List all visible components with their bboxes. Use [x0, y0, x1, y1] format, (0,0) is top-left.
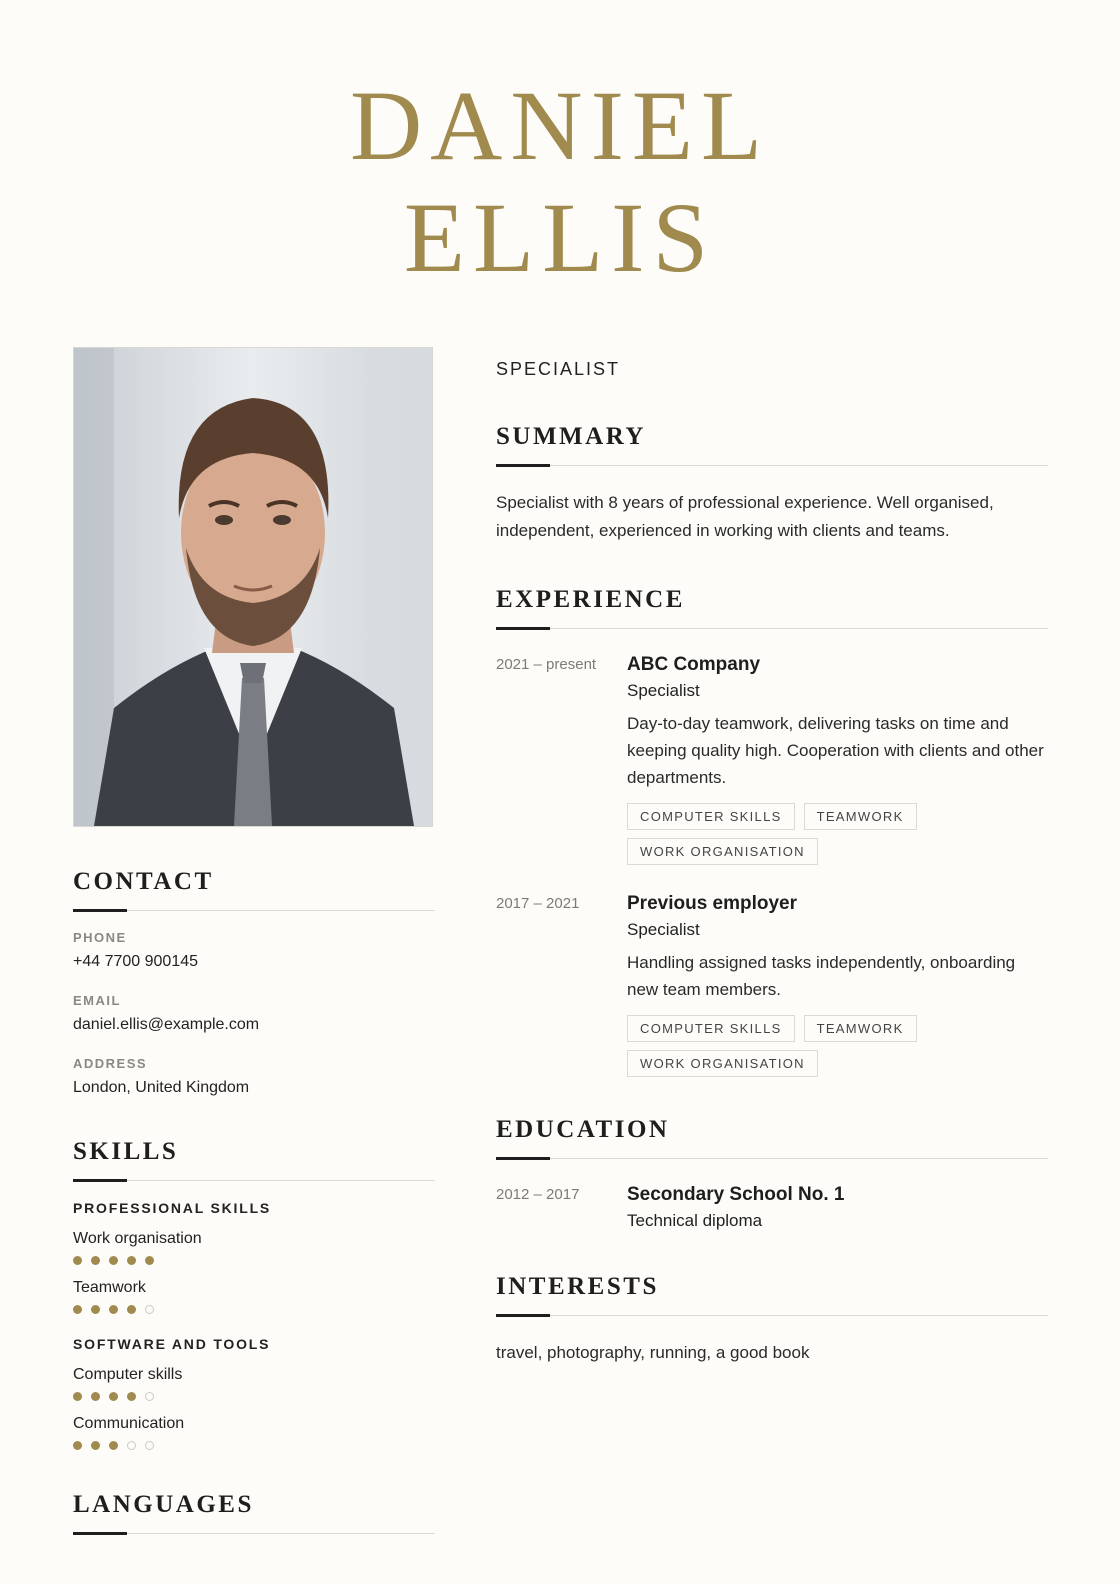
interests-section	[496, 1272, 1048, 1367]
skill-tag: COMPUTER SKILLS	[627, 1015, 795, 1042]
summary-divider	[496, 464, 1048, 467]
profile-photo	[73, 347, 433, 827]
entry-dates: 2012 – 2017	[496, 1186, 580, 1203]
education-title: EDUCATION	[496, 1116, 670, 1143]
education-entry	[496, 1182, 1048, 1234]
skill-tags	[627, 1015, 927, 1077]
rating-dot-filled	[91, 1392, 100, 1401]
rating-dot-filled	[109, 1256, 118, 1265]
phone-label: PHONE	[73, 930, 127, 945]
job-role: SPECIALIST	[496, 359, 621, 379]
experience-divider	[496, 627, 1048, 630]
job-description: Day-to-day teamwork, delivering tasks on time and keeping quality high. Cooperation with clients and other departments.	[627, 714, 1044, 787]
interests-text: travel, photography, running, a good book	[496, 1343, 810, 1362]
rating-dot-filled	[127, 1256, 136, 1265]
rating-dot-empty	[127, 1441, 136, 1450]
resume-name	[0, 70, 1120, 294]
rating-dot-empty	[145, 1392, 154, 1401]
summary-title: SUMMARY	[496, 423, 646, 450]
right-column	[496, 347, 1048, 1367]
last-name: ELLIS	[403, 182, 717, 293]
summary-text: Specialist with 8 years of professional experience. Well organised, independent, experienced in working with clients and teams.	[496, 493, 994, 540]
rating-dot-filled	[145, 1256, 154, 1265]
job-position: Specialist	[627, 681, 700, 700]
skill-rating	[73, 1441, 435, 1450]
rating-dot-filled	[91, 1256, 100, 1265]
company-name: Previous employer	[627, 893, 798, 914]
experience-entry	[496, 652, 1048, 865]
skill-tag: COMPUTER SKILLS	[627, 803, 795, 830]
rating-dot-filled	[73, 1441, 82, 1450]
job-description: Handling assigned tasks independently, onboarding new team members.	[627, 953, 1016, 999]
skills-divider	[73, 1179, 435, 1182]
email-label: EMAIL	[73, 993, 121, 1008]
interests-title: INTERESTS	[496, 1273, 659, 1300]
skill-name: Communication	[73, 1415, 185, 1432]
rating-dot-filled	[127, 1305, 136, 1314]
skill-rating	[73, 1305, 435, 1314]
company-name: ABC Company	[627, 654, 761, 675]
degree: Technical diploma	[627, 1211, 763, 1230]
contact-section	[73, 867, 435, 1097]
skill-group-heading: SOFTWARE AND TOOLS	[73, 1336, 271, 1352]
rating-dot-filled	[91, 1441, 100, 1450]
job-position: Specialist	[627, 920, 700, 939]
skill-rating	[73, 1256, 435, 1265]
left-column	[73, 347, 435, 1535]
rating-dot-filled	[91, 1305, 100, 1314]
skill-tag: TEAMWORK	[804, 803, 917, 830]
experience-title: EXPERIENCE	[496, 586, 685, 613]
email-value[interactable]: daniel.ellis@example.com	[73, 1016, 260, 1033]
rating-dot-filled	[109, 1441, 118, 1450]
portrait-illustration	[74, 348, 432, 826]
phone-value[interactable]: +44 7700 900145	[73, 953, 199, 970]
address-value: London, United Kingdom	[73, 1079, 250, 1096]
skill-name: Computer skills	[73, 1366, 183, 1383]
experience-entry	[496, 891, 1048, 1077]
rating-dot-filled	[73, 1256, 82, 1265]
education-divider	[496, 1157, 1048, 1160]
languages-section	[73, 1490, 435, 1535]
address-label: ADDRESS	[73, 1056, 148, 1071]
skill-tags	[627, 803, 927, 865]
skill-rating	[73, 1392, 435, 1401]
rating-dot-filled	[73, 1305, 82, 1314]
rating-dot-empty	[145, 1305, 154, 1314]
skill-name: Work organisation	[73, 1230, 202, 1247]
contact-divider	[73, 909, 435, 912]
skill-name: Teamwork	[73, 1279, 146, 1296]
skill-tag: WORK ORGANISATION	[627, 1050, 818, 1077]
first-name: DANIEL	[349, 70, 771, 181]
entry-dates: 2021 – present	[496, 656, 597, 673]
entry-dates: 2017 – 2021	[496, 895, 580, 912]
rating-dot-empty	[145, 1441, 154, 1450]
interests-divider	[496, 1314, 1048, 1317]
rating-dot-filled	[73, 1392, 82, 1401]
rating-dot-filled	[127, 1392, 136, 1401]
skills-title: SKILLS	[73, 1138, 179, 1165]
languages-divider	[73, 1532, 435, 1535]
skill-group-heading: PROFESSIONAL SKILLS	[73, 1200, 272, 1216]
school-name: Secondary School No. 1	[627, 1184, 845, 1205]
skill-tag: WORK ORGANISATION	[627, 838, 818, 865]
rating-dot-filled	[109, 1305, 118, 1314]
skill-tag: TEAMWORK	[804, 1015, 917, 1042]
skills-section	[73, 1137, 435, 1450]
rating-dot-filled	[109, 1392, 118, 1401]
contact-title: CONTACT	[73, 868, 214, 895]
education-section	[496, 1115, 1048, 1234]
experience-section	[496, 585, 1048, 1077]
languages-title: LANGUAGES	[73, 1491, 254, 1518]
summary-section	[496, 422, 1048, 545]
